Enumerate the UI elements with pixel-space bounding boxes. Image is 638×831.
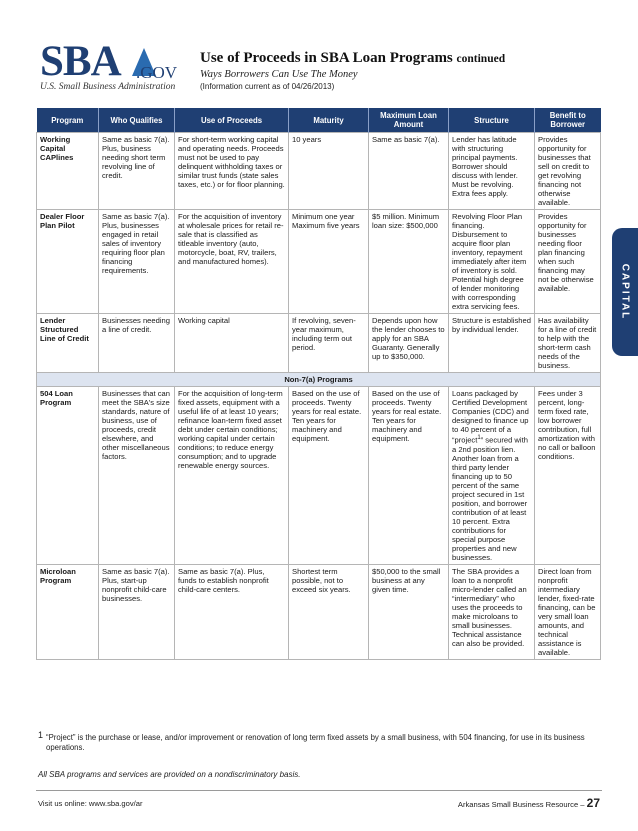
table-row: [37, 210, 601, 314]
footer-page-info: [458, 796, 600, 810]
table-cell: Same as basic 7(a).: [369, 133, 449, 210]
table-cell: Revolving Floor Plan financing. Disbursement to acquire floor plan inventory, repayment immediately after item of inventory is sold. Potential high degree of lender monitoring with corresponding extra servicing fees.: [449, 210, 535, 314]
table-row: [37, 564, 601, 659]
page-subtitle: Ways Borrowers Can Use The Money: [200, 69, 358, 80]
info-date: (Information current as of 04/26/2013): [200, 82, 335, 91]
table-cell: [449, 387, 535, 565]
table-cell: For short-term working capital and operating needs. Proceeds must not be used to pay delinquent withholding taxes or similar trust funds (state sales taxes, etc.) or for floor planning.: [175, 133, 289, 210]
table-cell: 10 years: [289, 133, 369, 210]
table-cell: Shortest term possible, not to exceed six years.: [289, 564, 369, 659]
logo-gov-text: .GOV: [136, 63, 178, 82]
footnote: [38, 730, 594, 753]
footer-divider: [36, 790, 602, 791]
table-cell: Same as basic 7(a). Plus, funds to establish nonprofit child-care centers.: [175, 564, 289, 659]
table-cell: Same as basic 7(a). Plus, start-up nonprofit child-care businesses.: [99, 564, 175, 659]
column-header: Maximum Loan Amount: [369, 108, 449, 133]
table-header-row: [37, 108, 601, 133]
program-cell: Dealer Floor Plan Pilot: [37, 210, 99, 314]
table-row: [37, 314, 601, 373]
logo-subtitle: U.S. Small Business Administration: [40, 82, 176, 92]
table-cell: Depends upon how the lender chooses to apply for an SBA Guaranty. Generally up to $350,000.: [369, 314, 449, 373]
table-cell: For the acquisition of inventory at wholesale prices for retail re-sale that is classified as titleable inventory (auto, motorcycle, boat, RV, trailers, and manufactured homes).: [175, 210, 289, 314]
footnote-number: 1: [38, 730, 44, 740]
section-separator-row: [37, 373, 601, 387]
table-cell: $50,000 to the small business at any given time.: [369, 564, 449, 659]
table-cell: If revolving, seven-year maximum, including term out period.: [289, 314, 369, 373]
structure-text-post: ” secured with a 2nd position lien. Another loan from a third party lender financing up to 50 percent of the same project secured in 1st position, and borrower contribution of at least 10 percent. Extra contributions for special purpose properties and new businesses.: [452, 435, 528, 562]
page-number: 27: [586, 796, 600, 810]
table-cell: Minimum one year Maximum five years: [289, 210, 369, 314]
column-header: Program: [37, 108, 99, 133]
program-cell: 504 Loan Program: [37, 387, 99, 565]
table-cell: Has availability for a line of credit to help with the short-term cash needs of the business.: [535, 314, 601, 373]
table-cell: Provides opportunity for businesses that sell on credit to get revolving financing not otherwise available.: [535, 133, 601, 210]
table-cell: $5 million. Minimum loan size: $500,000: [369, 210, 449, 314]
program-cell: Lender Structured Line of Credit: [37, 314, 99, 373]
table-cell: Structure is established by individual lender.: [449, 314, 535, 373]
table-cell: Working capital: [175, 314, 289, 373]
table-cell: Provides opportunity for businesses needing floor plan financing when such financing may not be otherwise available.: [535, 210, 601, 314]
program-cell: Working Capital CAPlines: [37, 133, 99, 210]
column-header: Who Qualifies: [99, 108, 175, 133]
table-cell: Businesses that can meet the SBA's size standards, nature of business, use of proceeds, credit elsewhere, and other miscellaneous factors.: [99, 387, 175, 565]
capital-side-tab: [612, 228, 638, 356]
page-title-suffix: continued: [456, 53, 506, 65]
table-cell: The SBA provides a loan to a nonprofit micro-lender called an “intermediary” who uses the proceeds to make microloans to small businesses. Technical assistance can also be provided.: [449, 564, 535, 659]
table-cell: Same as basic 7(a). Plus, business needing short term revolving line of credit.: [99, 133, 175, 210]
footnote-text: “Project” is the purchase or lease, and/or improvement or renovation of long term fixed assets by a small business, with 504 financing, for use in its business operations.: [46, 733, 585, 752]
table-cell: Based on the use of proceeds. Twenty years for real estate. Ten years for machinery and equipment.: [369, 387, 449, 565]
table-row: [37, 133, 601, 210]
nondiscrimination-note: All SBA programs and services are provided on a nondiscriminatory basis.: [38, 770, 301, 779]
table-cell: Direct loan from nonprofit intermediary lender, fixed-rate financing, can be very small loan amounts, and technical assistance is available.: [535, 564, 601, 659]
table-cell: Same as basic 7(a). Plus, businesses engaged in retail sales of inventory requiring floor plan financing requirements.: [99, 210, 175, 314]
program-cell: Microloan Program: [37, 564, 99, 659]
column-header: Use of Proceeds: [175, 108, 289, 133]
side-tab-label: CAPITAL: [619, 263, 631, 321]
footer-publication: Arkansas Small Business Resource –: [457, 800, 585, 809]
structure-text-pre: Loans packaged by Certified Development Companies (CDC) and designed to finance up to 40 percent of a “project: [452, 389, 529, 445]
table-cell: Businesses needing a line of credit.: [99, 314, 175, 373]
page-title: [200, 50, 505, 67]
section-label: Non-7(a) Programs: [37, 373, 601, 387]
table-cell: For the acquisition of long-term fixed assets, equipment with a useful life of at least 10 years; refinance loan-term fixed asset debt under certain conditions; working capital under certain conditions; to reduce energy consumption; and to upgrade renewable energy sources.: [175, 387, 289, 565]
table-cell: Lender has latitude with structuring principal payments. Borrower should discuss with lender. Must be revolving. Extra fees apply.: [449, 133, 535, 210]
logo-sba-text: SBA: [40, 38, 121, 85]
table-row: [37, 387, 601, 565]
table-cell: Based on the use of proceeds. Twenty years for real estate. Ten years for machinery and equipment.: [289, 387, 369, 565]
footer-website: Visit us online: www.sba.gov/ar: [38, 799, 143, 808]
table-cell: Fees under 3 percent, long-term fixed rate, low borrower contribution, full amortization with no call or balloon conditions.: [535, 387, 601, 565]
column-header: Structure: [449, 108, 535, 133]
footnote-marker: 1: [477, 435, 481, 441]
page-title-text: Use of Proceeds in SBA Loan Programs: [200, 50, 453, 66]
loan-programs-table: [36, 108, 601, 660]
column-header: Maturity: [289, 108, 369, 133]
column-header: Benefit to Borrower: [535, 108, 601, 133]
sba-logo: [40, 40, 200, 94]
